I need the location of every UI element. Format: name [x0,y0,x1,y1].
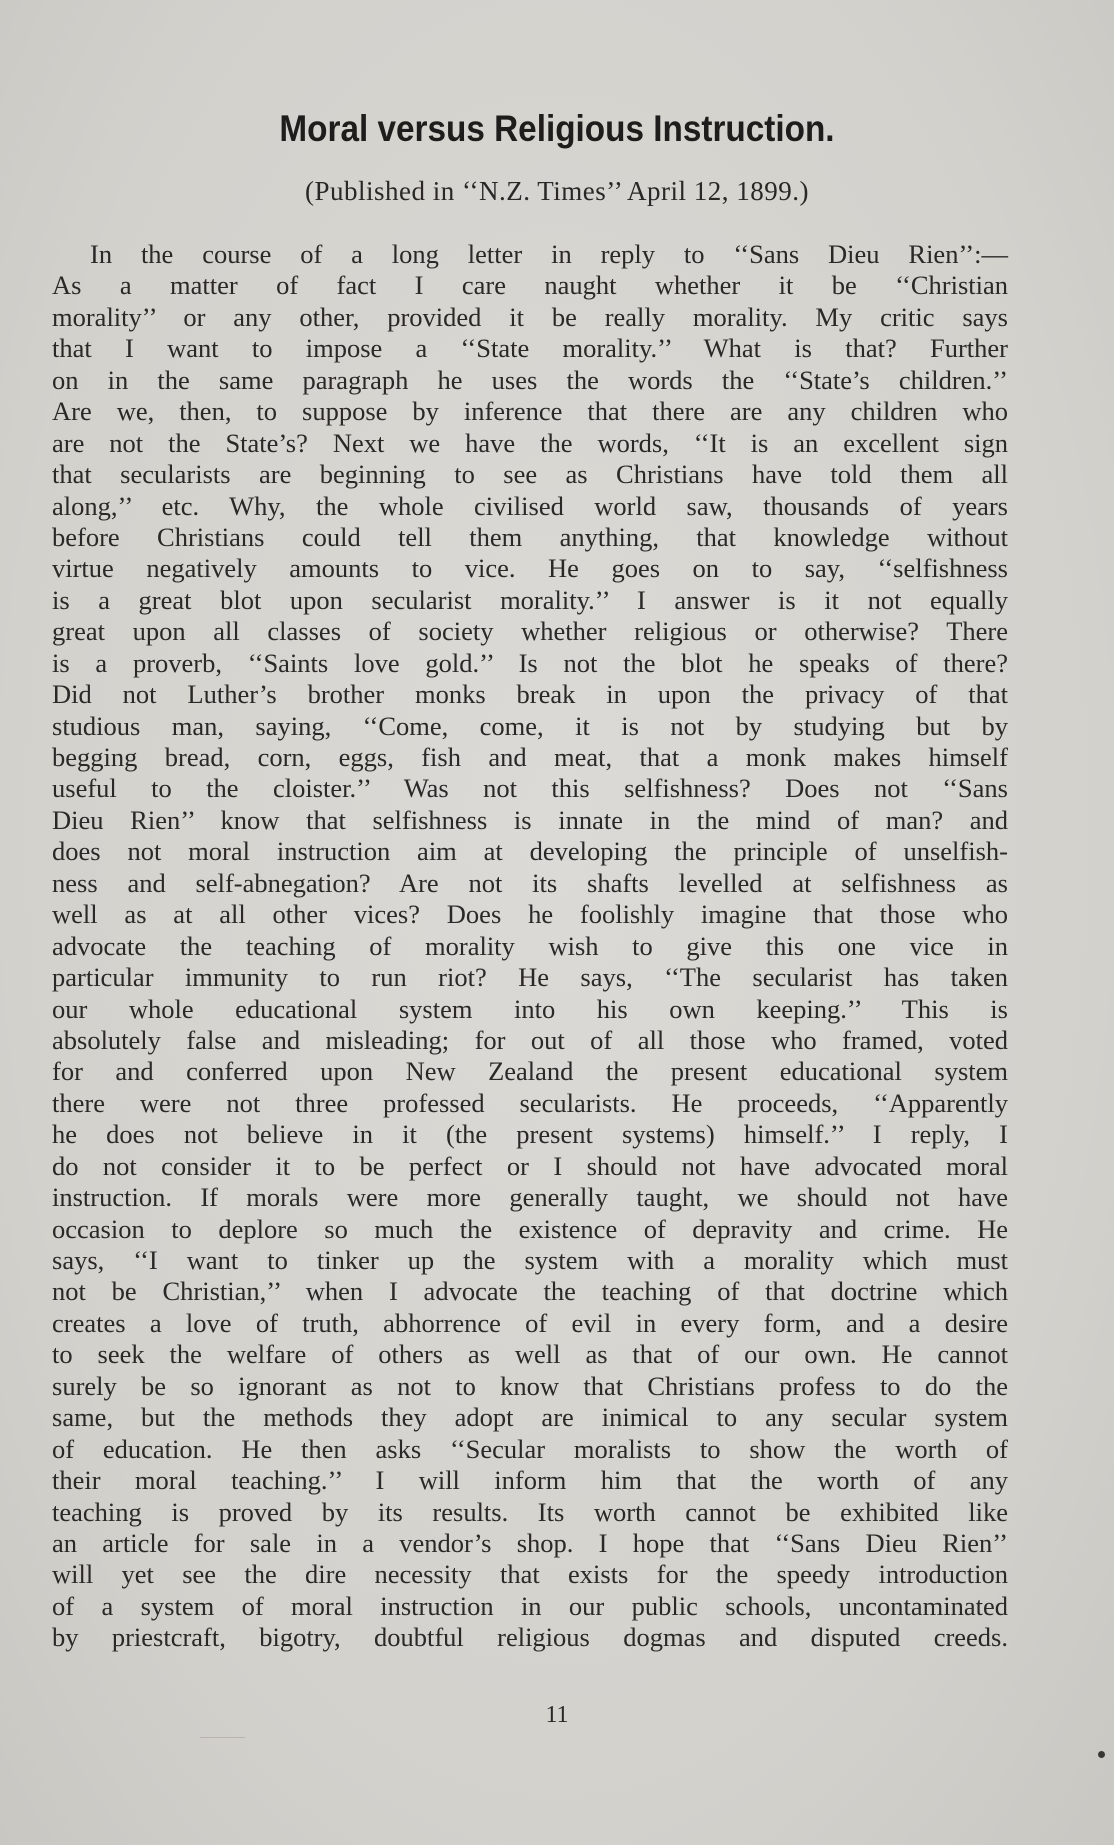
text-line: As a matter of fact I care naught whether it be ‘‘Christian [52,270,1008,301]
text-line: says, ‘‘I want to tinker up the system with a morality which must [52,1245,1008,1275]
text-line: do not consider it to be perfect or I should not have advocated moral [52,1150,1008,1181]
text-line: Did not Luther’s brother monks break in upon the privacy of that [52,679,1008,710]
publication-note: (Published in ‘‘N.Z. Times’’ April 12, 1899.) [305,176,809,206]
text-line: are not the State’s? Next we have the words, ‘‘It is an excellent sign [52,427,1008,458]
text-line: of a system of moral instruction in our public schools, uncontaminated [52,1590,1008,1621]
text-line: useful to the cloister.’’ Was not this selfishness? Does not ‘‘Sans [52,773,1008,804]
paper-mark [200,1737,245,1738]
text-line: there were not three professed secularists. He proceeds, ‘‘Apparently [52,1087,1008,1118]
text-line: particular immunity to run riot? He says, ‘‘The secularist has taken [52,962,1008,993]
text-line: surely be so ignorant as not to know that Christians profess to do the [52,1370,1008,1401]
text-line: morality’’ or any other, provided it be really morality. My critic says [52,301,1008,332]
text-line: is a proverb, ‘‘Saints love gold.’’ Is not the blot he speaks of there? [52,647,1008,678]
text-line: occasion to deplore so much the existence of depravity and crime. He [52,1213,1008,1244]
text-line: to seek the welfare of others as well as that of our own. He cannot [52,1339,1008,1370]
text-line: does not moral instruction aim at developing the principle of unselfish- [52,836,1008,867]
text-line: our whole educational system into his own keeping.’’ This is [52,993,1008,1024]
text-line: of education. He then asks ‘‘Secular moralists to show the worth of [52,1433,1008,1464]
text-line: for and conferred upon New Zealand the present educational system [52,1056,1008,1087]
text-line: great upon all classes of society whether religious or otherwise? There [52,616,1008,647]
text-line: he does not believe in it (the present systems) himself.’’ I reply, I [52,1119,1008,1150]
paper-speck [1098,1751,1105,1758]
text-line: is a great blot upon secularist morality.’’ I answer is it not equally [52,584,1008,615]
text-line: well as at all other vices? Does he foolishly imagine that those who [52,899,1008,930]
article-title: Moral versus Religious Instruction. [279,108,835,149]
text-line: advocate the teaching of morality wish to give this one vice in [52,930,1008,961]
text-line: Dieu Rien’’ know that selfishness is innate in the mind of man? and [52,804,1008,835]
text-line: before Christians could tell them anything, that knowledge without [52,521,1008,552]
text-line: on in the same paragraph he uses the words the ‘‘State’s children.’’ [52,364,1008,395]
text-line: In the course of a long letter in reply to ‘‘Sans Dieu Rien’’:— [90,239,1008,269]
text-line: creates a love of truth, abhorrence of evil in every form, and a desire [52,1307,1008,1338]
text-line: not be Christian,’’ when I advocate the teaching of that doctrine which [52,1276,1008,1307]
text-line: virtue negatively amounts to vice. He goes on to say, ‘‘selfishness [52,553,1008,584]
text-line: will yet see the dire necessity that exists for the speedy introduction [52,1559,1008,1590]
text-line: studious man, saying, ‘‘Come, come, it is not by studying but by [52,710,1008,741]
text-line: that I want to impose a ‘‘State morality.’’ What is that? Further [52,333,1008,364]
text-line: an article for sale in a vendor’s shop. I hope that ‘‘Sans Dieu Rien’’ [52,1527,1008,1558]
text-line: Are we, then, to suppose by inference that there are any children who [52,396,1008,427]
article-body [52,239,1008,1654]
text-line: instruction. If morals were more generally taught, we should not have [52,1182,1008,1213]
text-line: absolutely false and misleading; for out of all those who framed, voted [52,1024,1008,1055]
text-line: ness and self-abnegation? Are not its shafts levelled at selfishness as [52,867,1008,898]
page-number: 11 [545,1702,569,1728]
text-line: that secularists are beginning to see as Christians have told them all [52,459,1008,490]
text-line: by priestcraft, bigotry, doubtful religious dogmas and disputed creeds. [52,1622,1008,1653]
text-line: teaching is proved by its results. Its worth cannot be exhibited like [52,1496,1008,1527]
text-line: same, but the methods they adopt are inimical to any secular system [52,1402,1008,1433]
text-line: their moral teaching.’’ I will inform him that the worth of any [52,1465,1008,1496]
text-line: begging bread, corn, eggs, fish and meat, that a monk makes himself [52,742,1008,772]
text-line: along,’’ etc. Why, the whole civilised world saw, thousands of years [52,490,1008,521]
